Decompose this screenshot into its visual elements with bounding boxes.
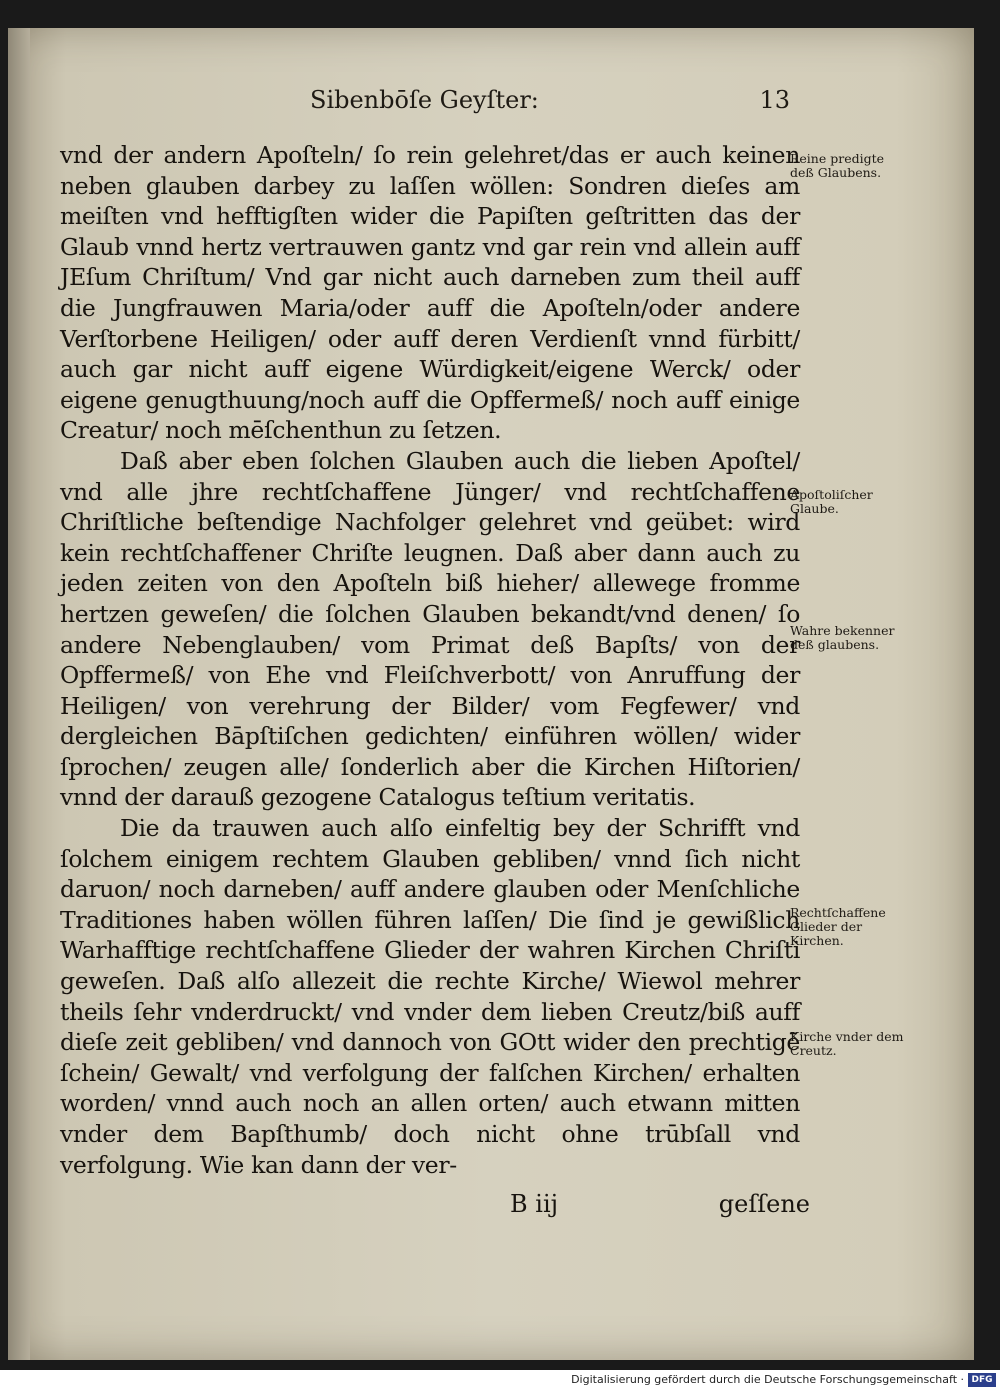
dfg-logo-icon: DFG <box>968 1373 996 1387</box>
body-text <box>60 140 800 1180</box>
margin-note-1: Reine predigte deß Glaubens. <box>790 151 885 180</box>
catchword: geſſene <box>718 1190 810 1218</box>
dfg-notice: Digitalisierung gefördert durch die Deutsche Forschungsgemeinschaft · <box>571 1373 964 1386</box>
dfg-footer-bar <box>0 1370 1000 1390</box>
paragraph-2: Daß aber eben ſolchen Glauben auch die lieben Apoſtel/ vnd alle jhre rechtſchaffene Jünger/ vnd rechtſchaffene Chriſtliche beſtendige Nachfolger gelehret vnd geübet: wird kein rechtſchaffener Chriſte leugnen. Daß aber dann auch zu jeden zeiten von den Apoſteln biß hieher/ allewege fromme hertzen geweſen/ die ſolchen Glauben bekandt/vnd denen/ ſo andere Nebenglauben/ vom Primat deß Bapſts/ von der Opffermeß/ von Ehe vnd Fleiſchverbott/ von Anruffung der Heiligen/ von verehrung der Bilder/ vom Fegfewer/ vnd dergleichen Bāpſtiſchen gedichten/ einführen wöllen/ wider ſprochen/ zeugen alle/ ſonderlich aber die Kirchen Hiſtorien/ vnnd der darauß gezogene Catalogus teſtium veritatis. <box>60 446 800 812</box>
page-number: 13 <box>759 86 790 114</box>
paragraph-3: Die da trauwen auch alſo einfeltig bey der Schrifft vnd ſolchem einigem rechtem Glauben gebliben/ vnnd ſich nicht daruon/ noch darneben/ auff andere glauben oder Menſchliche Traditiones haben wöllen führen laſſen/ Die ſind je gewißlich Warhafftige rechtſchaffene Glieder der wahren Kirchen Chriſti geweſen. Daß alſo allezeit die rechte Kirche/ Wiewol mehrer theils ſehr vnderdruckt/ vnd vnder dem lieben Creutz/biß auff dieſe zeit gebliben/ vnd dannoch von GOtt wider den prechtigē ſchein/ Gewalt/ vnd verfolgung der falſchen Kirchen/ erhalten worden/ vnnd auch noch an allen orten/ auch etwann mitten vnder dem Bapſthumb/ doch nicht ohne trūbſall vnd verfolgung. Wie kan dann der ver- <box>60 814 800 1179</box>
margin-note-2: Apoſtoliſcher Glaube. <box>790 487 873 516</box>
running-header <box>310 86 790 126</box>
running-title: Sibenbōſe Geyſter: <box>310 86 539 114</box>
paragraph-1: vnd der andern Apoſteln/ ſo rein gelehret/das er auch keinen neben glauben darbey zu laſſen wöllen: Sondren dieſes am meiſten vnd hefftigſten wider die Papiſten geſtritten das der Glaub vnnd hertz vertrauwen gantz vnd gar rein vnd allein auff JEſum Chriſtum/ Vnd gar nicht auch darneben zum theil auff die Jungfrauwen Maria/oder auff die Apoſteln/oder andere Verſtorbene Heiligen/ oder auff deren Verdienſt vnnd fürbitt/ auch gar nicht auff eigene Würdigkeit/eigene Werck/ oder eigene genugthuung/noch auff die Opffermeß/ noch auff einige Creatur/ noch mēſchenthun zu ſetzen. <box>60 141 800 445</box>
margin-note-5: Kirche vnder dem Creutz. <box>790 1029 904 1058</box>
margin-note-4: Rechtſchaffene Glieder der Kirchen. <box>790 905 886 948</box>
page-footer <box>510 1190 810 1224</box>
page-binding <box>8 28 30 1360</box>
signature-mark: B iij <box>510 1190 559 1218</box>
margin-note-3: Wahre bekenner deß glaubens. <box>790 623 895 652</box>
